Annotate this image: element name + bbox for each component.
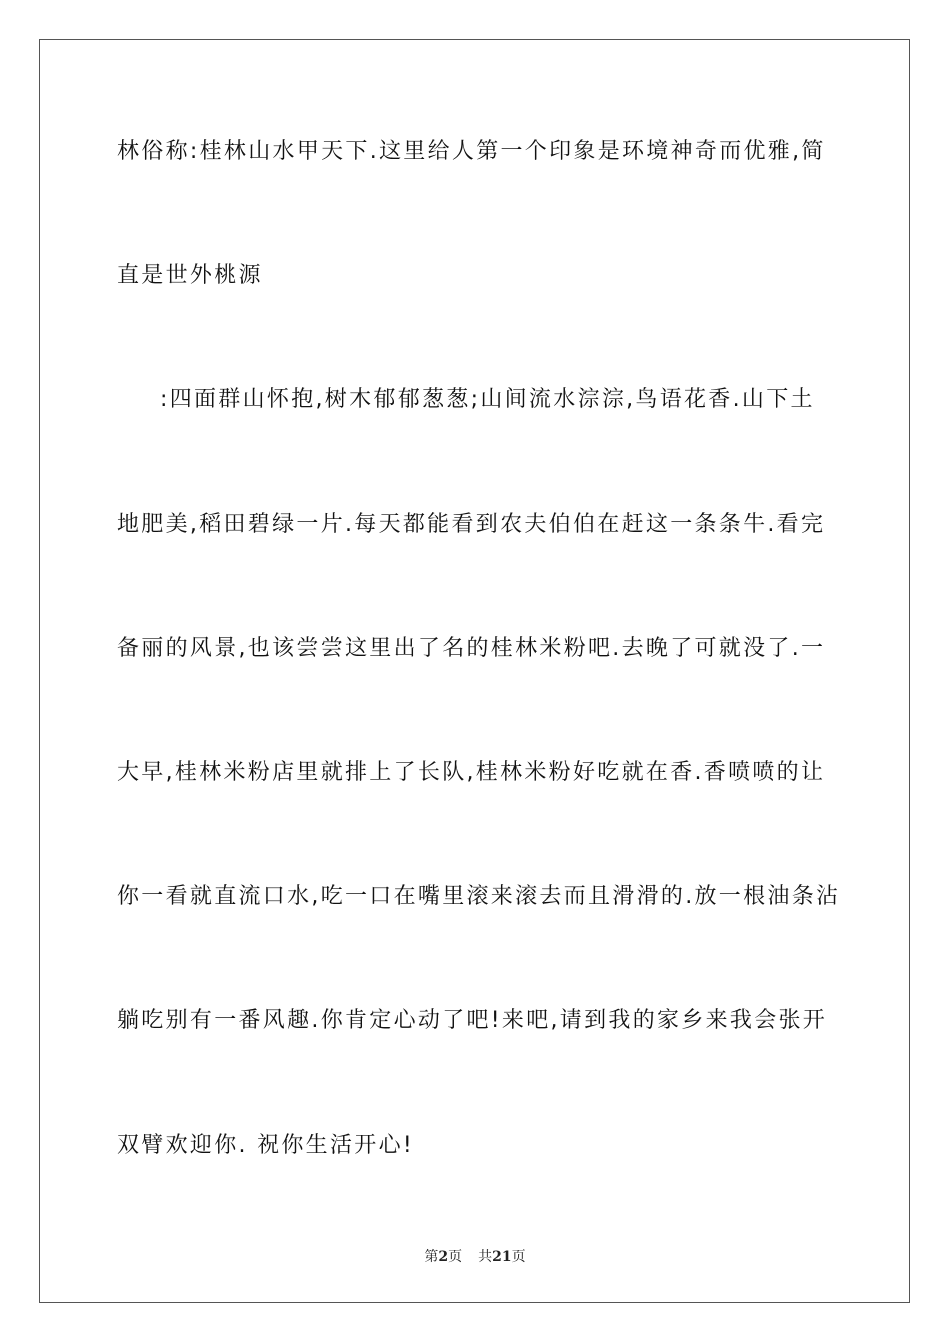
text-line-1: 林俗称:桂林山水甲天下.这里给人第一个印象是环境神奇而优雅,简 [117,139,826,164]
footer-page-number: 2 [438,1249,449,1265]
page-footer [0,1248,950,1266]
text-line-2: 直是世外桃源 [117,263,263,288]
text-line-5: 备丽的风景,也该尝尝这里出了名的桂林米粉吧.去晚了可就没了.一 [117,636,826,661]
footer-total-pages: 21 [492,1249,512,1265]
text-line-7: 你一看就直流口水,吃一口在嘴里滚来滚去而且滑滑的.放一根油条沾 [117,884,841,909]
text-line-4: 地肥美,稻田碧绿一片.每天都能看到农夫伯伯在赶这一条条牛.看完 [117,512,826,537]
text-line-8: 躺吃别有一番风趣.你肯定心动了吧!来吧,请到我的家乡来我会张开 [117,1008,828,1033]
footer-total-suffix: 页 [511,1249,526,1265]
text-line-6: 大早,桂林米粉店里就排上了长队,桂林米粉好吃就在香.香喷喷的让 [117,760,826,785]
footer-page-prefix: 第 [424,1249,439,1265]
footer-total-prefix: 共 [478,1249,493,1265]
page-border [39,39,910,1303]
text-line-9: 双臂欢迎你. 祝你生活开心! [117,1133,415,1158]
text-line-3: :四面群山怀抱,树木郁郁葱葱;山间流水淙淙,鸟语花香.山下土 [160,387,815,412]
footer-page-suffix: 页 [448,1249,463,1265]
